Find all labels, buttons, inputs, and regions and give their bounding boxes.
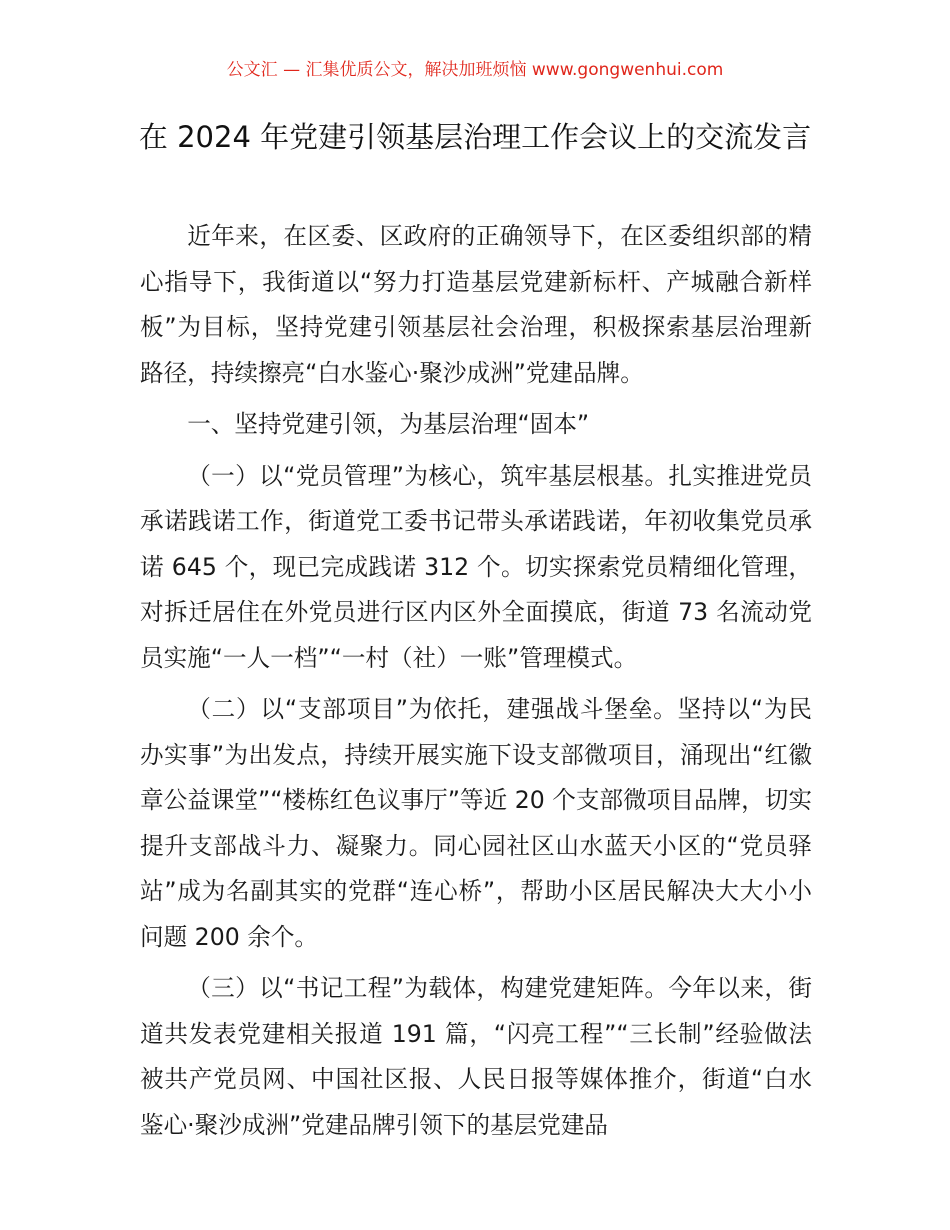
subsection-paragraph-3: （三）以“书记工程”为载体，构建党建矩阵。今年以来，街道共发表党建相关报道 191 篇，“闪亮工程”“三长制”经验做法被共产党员网、中国社区报、人民日报等媒体推介，街道“白水鉴心·聚沙成洲”党建品牌引领下的基层党建品 [140, 974, 812, 1139]
document-title: 在 2024 年党建引领基层治理工作会议上的交流发言 [138, 120, 812, 154]
subsection-paragraph-2: （二）以“支部项目”为依托，建强战斗堡垒。坚持以“为民办实事”为出发点，持续开展实施下设支部微项目，涌现出“红徽章公益课堂”“楼栋红色议事厅”等近 20 个支部微项目品牌，切实提升支部战斗力、凝聚力。同心园社区山水蓝天小区的“党员驿站”成为名副其实的党群“连心桥”，帮助小区居民解决大大小小问题 200 余个。 [140, 695, 812, 951]
intro-paragraph: 近年来，在区委、区政府的正确领导下，在区委组织部的精心指导下，我街道以“努力打造基层党建新标杆、产城融合新样板”为目标，坚持党建引领基层社会治理，积极探索基层治理新路径，持续擦亮“白水鉴心·聚沙成洲”党建品牌。 [140, 222, 812, 387]
section-heading: 一、坚持党建引领，为基层治理“固本” [187, 410, 590, 438]
site-banner: 公文汇 — 汇集优质公文，解决加班烦恼 www.gongwenhui.com [226, 60, 724, 80]
subsection-paragraph-1: （一）以“党员管理”为核心，筑牢基层根基。扎实推进党员承诺践诺工作，街道党工委书记带头承诺践诺，年初收集党员承诺 645 个，现已完成践诺 312 个。切实探索党员精细化管理，对拆迁居住在外党员进行区内区外全面摸底，街道 73 名流动党员实施“一人一档”“一村（社）一账”管理模式。 [140, 461, 812, 672]
document-body [140, 214, 812, 1148]
